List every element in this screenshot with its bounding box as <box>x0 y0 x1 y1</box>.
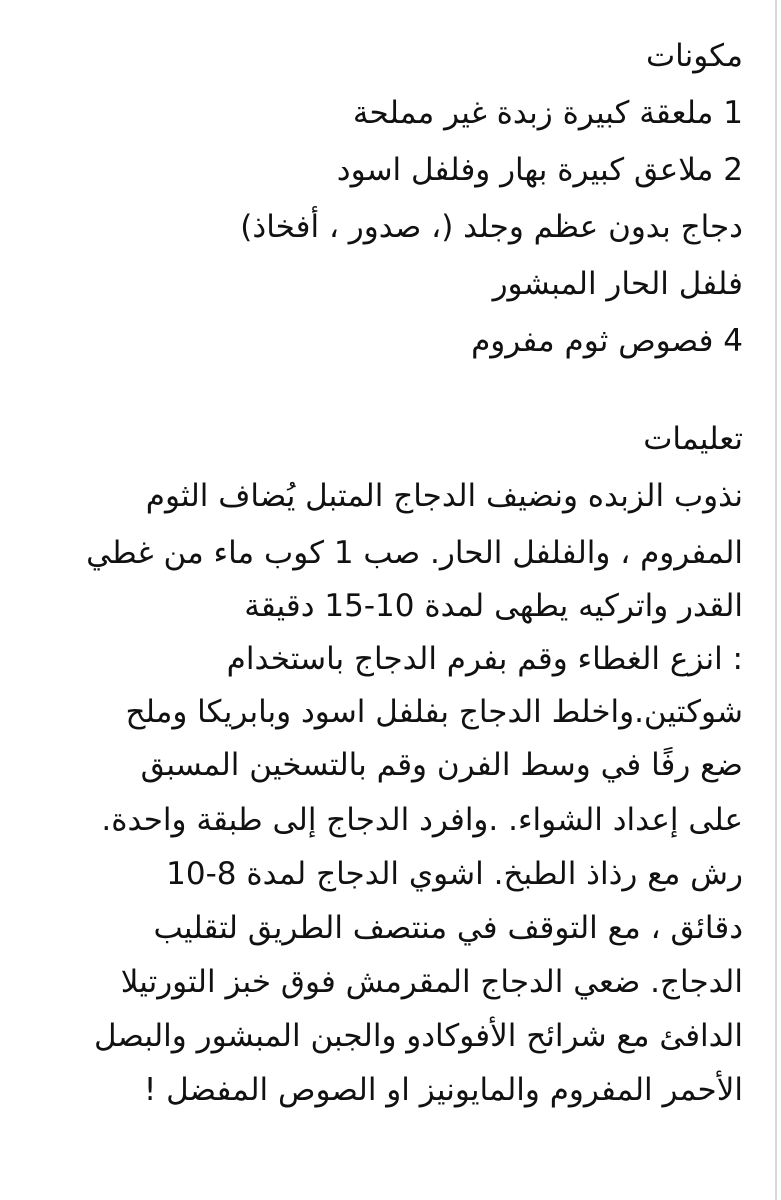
instruction-line: شوكتين.واخلط الدجاج بفلفل اسود وبابريكا وملح <box>125 694 743 730</box>
instruction-line: ضع رفًا في وسط الفرن وقم بالتسخين المسبق <box>140 747 743 783</box>
instruction-line: نذوب الزبده ونضيف الدجاج المتبل يُضاف الثوم <box>145 478 743 514</box>
instruction-line: على إعداد الشواء. .وافرد الدجاج إلى طبقة واحدة. <box>101 802 743 838</box>
instruction-line: دقائق ، مع التوقف في منتصف الطريق لتقليب <box>153 910 743 946</box>
instruction-line: رش مع رذاذ الطبخ. اشوي الدجاج لمدة 8-10 <box>166 856 743 892</box>
ingredients-heading: مكونات <box>646 38 743 74</box>
instruction-line: المفروم ، والفلفل الحار. صب 1 كوب ماء من غطي <box>86 535 743 571</box>
instruction-line: القدر واتركيه يطهى لمدة 10-15 دقيقة <box>244 588 743 624</box>
ingredient-item: 2 ملاعق كبيرة بهار وفلفل اسود <box>336 152 743 188</box>
instruction-line: : انزع الغطاء وقم بفرم الدجاج باستخدام <box>226 641 743 677</box>
instructions-heading: تعليمات <box>643 421 743 457</box>
ingredient-item: دجاج بدون عظم وجلد (، صدور ، أفخاذ) <box>240 209 743 245</box>
instruction-line: الأحمر المفروم والمايونيز او الصوص المفضل ! <box>143 1072 743 1108</box>
ingredient-item: فلفل الحار المبشور <box>492 266 743 302</box>
instruction-line: الدجاج. ضعي الدجاج المقرمش فوق خبز التورتيلا <box>120 964 743 1000</box>
ingredient-item: 4 فصوص ثوم مفروم <box>471 323 743 359</box>
ingredient-item: 1 ملعقة كبيرة زبدة غير مملحة <box>352 95 743 131</box>
instruction-line: الدافئ مع شرائح الأفوكادو والجبن المبشور والبصل <box>94 1018 743 1054</box>
